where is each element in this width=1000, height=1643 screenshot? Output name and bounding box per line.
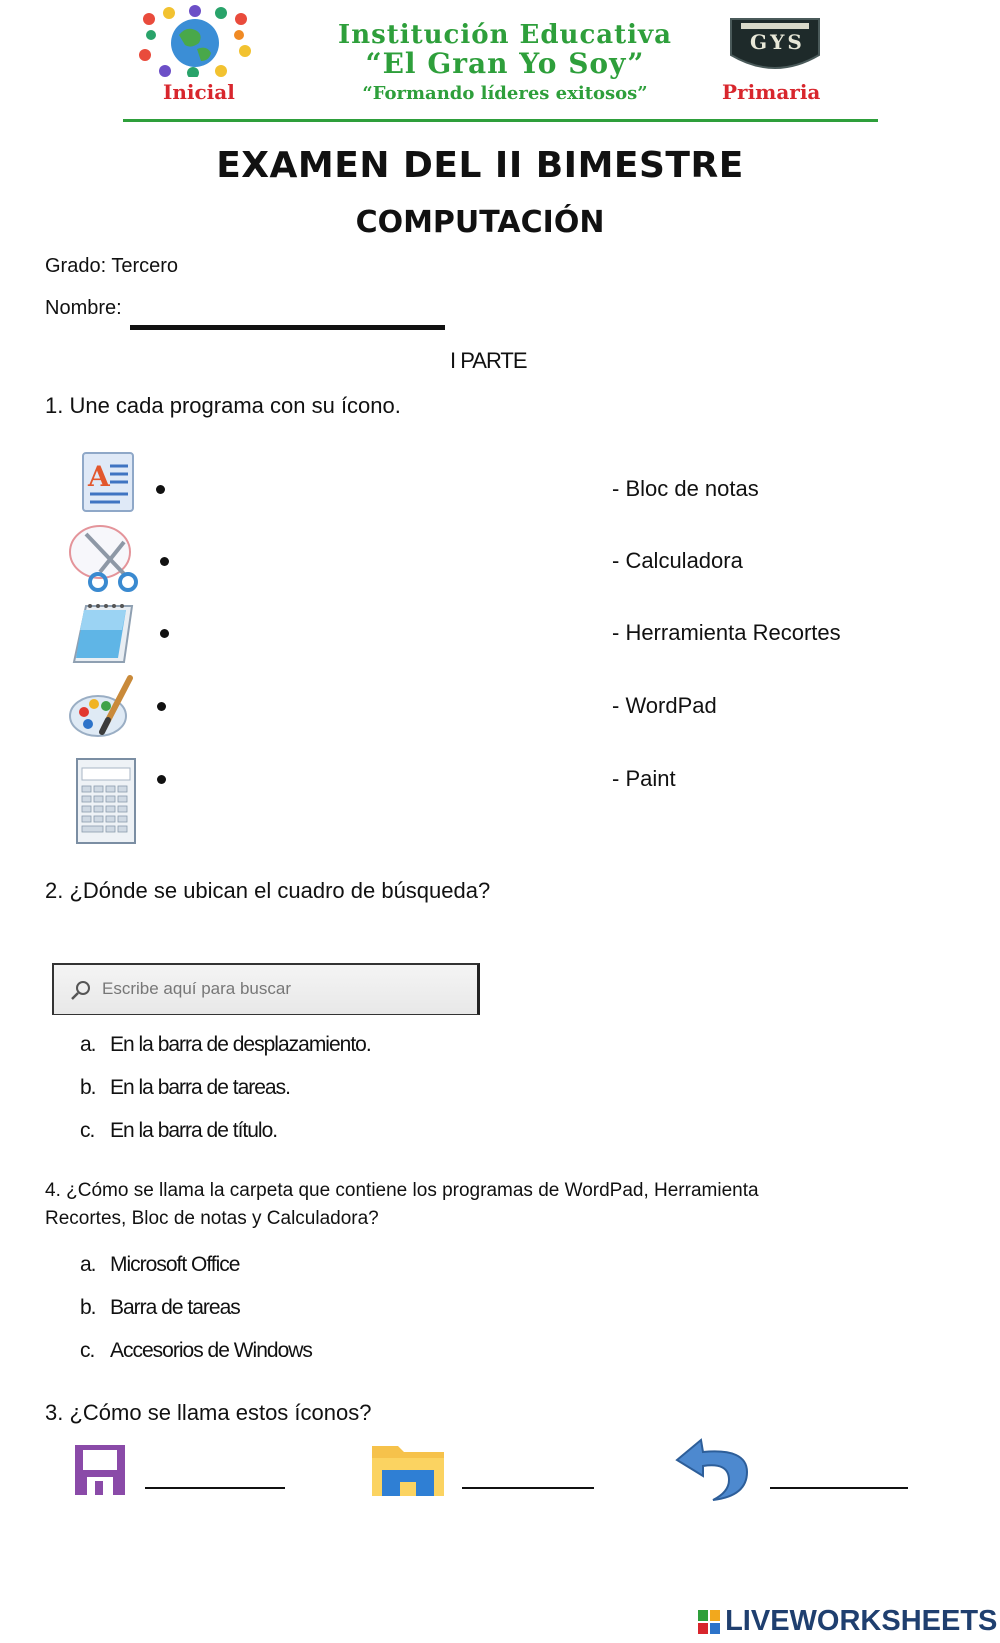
q4-option-a[interactable] [80,1253,480,1279]
match-dot-2[interactable] [160,557,169,566]
q4-option-c[interactable] [80,1339,480,1365]
name-label: Nombre: [45,297,122,319]
paint-icon[interactable] [66,672,140,742]
institution-name-line1: Institución Educativa [338,20,672,50]
option-letter: c. [80,1339,95,1362]
option-letter: c. [80,1119,95,1142]
calculator-icon[interactable] [76,758,136,844]
option-letter: a. [80,1253,96,1276]
option-text: En la barra de título. [110,1119,278,1142]
option-text: En la barra de tareas. [110,1076,290,1099]
grade-label: Grado: Tercero [45,255,179,277]
match-option-1[interactable]: - Bloc de notas [612,476,759,501]
match-dot-5[interactable] [157,775,166,784]
search-icon [70,979,92,1001]
search-box-image [52,963,480,1015]
question-3-prompt: 3. ¿Cómo se llama estos íconos? [45,1400,372,1425]
level-label-primaria: Primaria [722,80,821,104]
save-icon [73,1443,127,1497]
answer-line-2[interactable] [462,1487,594,1489]
q2-option-c[interactable] [80,1119,480,1145]
option-letter: a. [80,1033,96,1056]
option-text: En la barra de desplazamiento. [110,1033,371,1056]
wordpad-icon[interactable] [80,450,138,514]
snipping-tool-icon[interactable] [66,520,146,594]
search-placeholder: Escribe aquí para buscar [102,979,291,998]
undo-icon [673,1432,753,1504]
answer-line-1[interactable] [145,1487,285,1489]
match-dot-4[interactable] [157,702,166,711]
match-option-3[interactable]: - Herramienta Recortes [612,620,841,645]
match-dot-1[interactable] [156,485,165,494]
liveworksheets-blocks-icon [698,1608,720,1636]
part-label: I PARTE [450,348,527,373]
question-4-prompt-line1: 4. ¿Cómo se llama la carpeta que contiene los programas de WordPad, Herramienta [45,1180,759,1201]
match-option-4[interactable]: - WordPad [612,693,717,718]
q2-option-b[interactable] [80,1076,480,1102]
name-input-line[interactable] [130,325,445,330]
level-label-inicial: Inicial [163,80,235,104]
institution-name-line2: “El Gran Yo Soy” [365,47,645,80]
liveworksheets-brand: LIVEWORKSHEETS [725,1605,998,1637]
header-divider [123,119,878,122]
option-letter: b. [80,1076,96,1099]
q4-option-b[interactable] [80,1296,480,1322]
option-text: Accesorios de Windows [110,1339,312,1362]
question-4-prompt-line2: Recortes, Bloc de notas y Calculadora? [45,1208,379,1229]
exam-subject: COMPUTACIÓN [355,205,605,240]
question-1-prompt: 1. Une cada programa con su ícono. [45,393,401,418]
globe-children-logo [135,5,255,77]
liveworksheets-logo [698,1605,997,1638]
q2-option-a[interactable] [80,1033,480,1059]
match-option-2[interactable]: - Calculadora [612,548,743,573]
option-text: Microsoft Office [110,1253,240,1276]
exam-title: EXAMEN DEL II BIMESTRE [216,145,744,186]
file-explorer-icon [370,1438,446,1500]
crest-letters: GYS [750,30,805,54]
question-2-prompt: 2. ¿Dónde se ubican el cuadro de búsqueda? [45,878,491,903]
match-dot-3[interactable] [160,629,169,638]
option-letter: b. [80,1296,96,1319]
match-option-5[interactable]: - Paint [612,766,676,791]
answer-line-3[interactable] [770,1487,908,1489]
option-text: Barra de tareas [110,1296,240,1319]
header [0,0,1000,125]
notepad-icon[interactable] [66,600,138,668]
institution-slogan: “Formando líderes exitosos” [362,83,648,104]
svg-text:A: A [88,460,110,493]
